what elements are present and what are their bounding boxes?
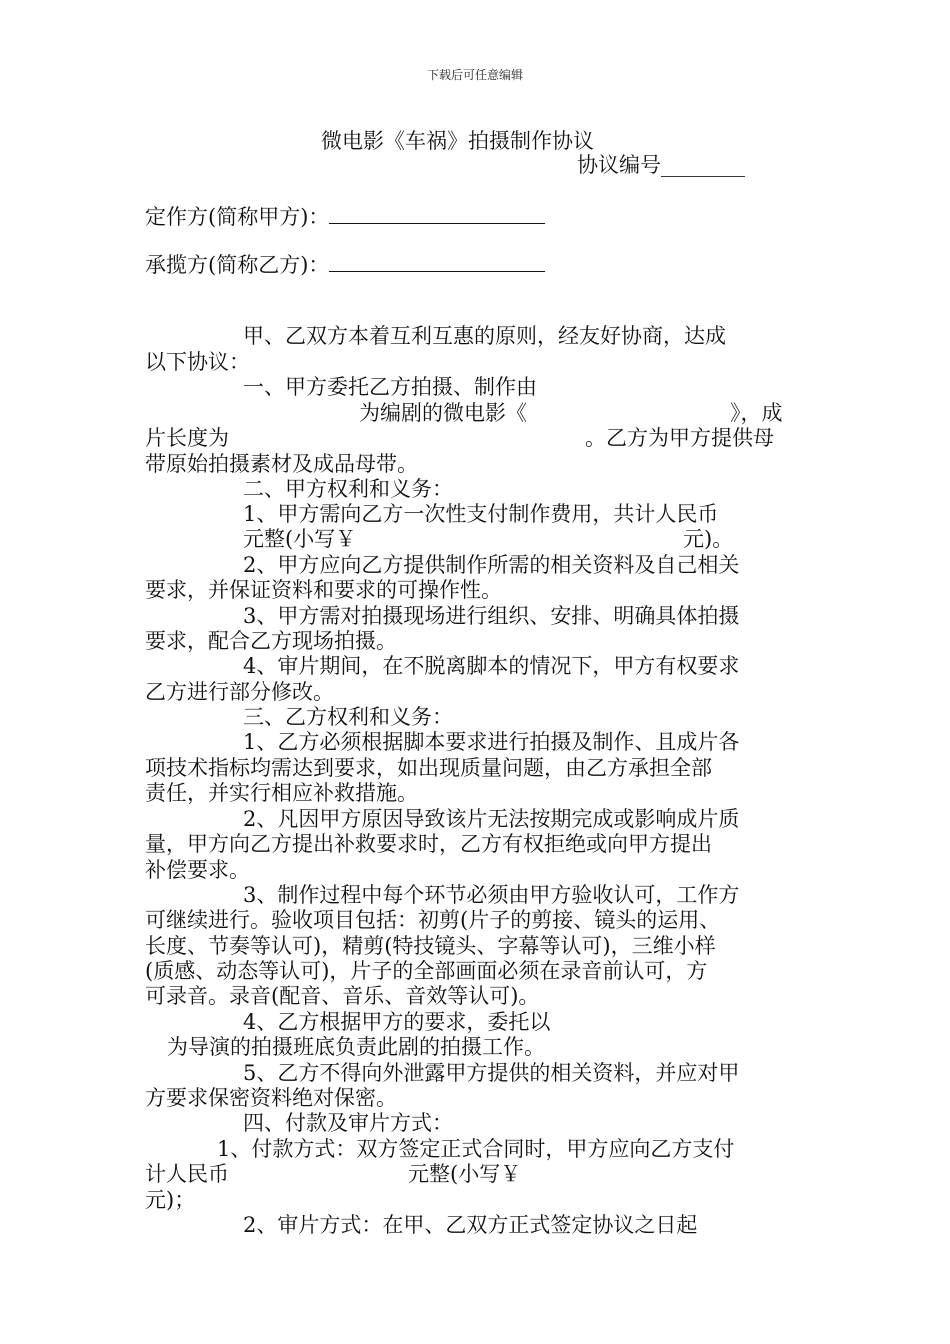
paragraph-line: 为编剧的微电影《: [359, 401, 527, 425]
section-heading: 三、乙方权利和义务：: [243, 705, 453, 729]
paragraph-line: 元)。: [683, 527, 734, 551]
party-a-blank[interactable]: [329, 203, 545, 224]
paragraph-line: 1、付款方式：双方签定正式合同时，甲方应向乙方支付: [217, 1137, 735, 1161]
paragraph-line: 补偿要求。: [145, 858, 250, 882]
paragraph-line: 责任，并实行相应补救措施。: [145, 781, 418, 805]
paragraph-line: 元)；: [145, 1188, 196, 1212]
paragraph-line: 2、凡因甲方原因导致该片无法按期完成或影响成片质: [243, 807, 740, 831]
paragraph-line: 4、审片期间，在不脱离脚本的情况下，甲方有权要求: [243, 654, 740, 678]
paragraph-line: 3、制作过程中每个环节必须由甲方验收认可，工作方: [243, 883, 740, 907]
paragraph-line: 为导演的拍摄班底负责此剧的拍摄工作。: [167, 1035, 545, 1059]
paragraph-line: 可继续进行。验收项目包括：初剪(片子的剪接、镜头的运用、: [145, 908, 721, 932]
paragraph-line: 4、乙方根据甲方的要求，委托以: [243, 1010, 551, 1034]
paragraph-line: 量，甲方向乙方提出补救要求时，乙方有权拒绝或向甲方提出: [145, 832, 712, 856]
party-a-label: 定作方(简称甲方)：: [145, 205, 330, 229]
paragraph-line: 》，成: [730, 401, 783, 425]
paragraph-line: 可录音。录音(配音、音乐、音效等认可)。: [145, 984, 540, 1008]
agreement-number-label: 协议编号________: [577, 153, 745, 177]
paragraph-line: 带原始拍摄素材及成品母带。: [145, 452, 418, 476]
paragraph-line: 要求，并保证资料和要求的可操作性。: [145, 578, 502, 602]
paragraph-line: 计人民币: [145, 1162, 229, 1186]
paragraph-line: 项技术指标均需达到要求，如出现质量问题，由乙方承担全部: [145, 756, 712, 780]
party-b-blank[interactable]: [329, 251, 545, 272]
paragraph-line: 2、审片方式：在甲、乙双方正式签定协议之日起: [243, 1213, 698, 1237]
party-a-row: [145, 203, 545, 230]
party-b-row: [145, 251, 545, 278]
paragraph-line: 5、乙方不得向外泄露甲方提供的相关资料，并应对甲: [243, 1061, 740, 1085]
section-heading: 四、付款及审片方式：: [243, 1111, 453, 1135]
paragraph-line: 乙方进行部分修改。: [145, 680, 334, 704]
paragraph-line: 3、甲方需对拍摄现场进行组织、安排、明确具体拍摄: [243, 604, 740, 628]
paragraph-line: 要求，配合乙方现场拍摄。: [145, 629, 397, 653]
paragraph-line: 。乙方为甲方提供母: [585, 426, 774, 450]
paragraph-line: 方要求保密资料绝对保密。: [145, 1086, 397, 1110]
section-heading: 二、甲方权利和义务：: [243, 477, 453, 501]
paragraph-line: 以下协议：: [145, 350, 250, 374]
paragraph-line: 元整(小写￥: [408, 1162, 522, 1186]
paragraph-line: 2、甲方应向乙方提供制作所需的相关资料及自己相关: [243, 553, 740, 577]
paragraph-line: 元整(小写￥: [243, 527, 357, 551]
clause-heading: 一、甲方委托乙方拍摄、制作由: [243, 375, 537, 399]
document-title: 微电影《车祸》拍摄制作协议: [321, 129, 594, 153]
paragraph-line: 片长度为: [145, 426, 229, 450]
header-note: 下载后可任意编辑: [426, 68, 523, 82]
paragraph-line: 长度、节奏等认可)，精剪(特技镜头、字幕等认可)，三维小样: [145, 934, 716, 958]
paragraph-line: 1、乙方必须根据脚本要求进行拍摄及制作、且成片各: [243, 730, 740, 754]
party-b-label: 承揽方(简称乙方)：: [145, 253, 330, 277]
paragraph-line: 甲、乙双方本着互利互惠的原则，经友好协商，达成: [243, 324, 726, 348]
paragraph-line: (质感、动态等认可)，片子的全部画面必须在录音前认可，方: [145, 959, 708, 983]
paragraph-line: 1、甲方需向乙方一次性支付制作费用，共计人民币: [243, 502, 719, 526]
